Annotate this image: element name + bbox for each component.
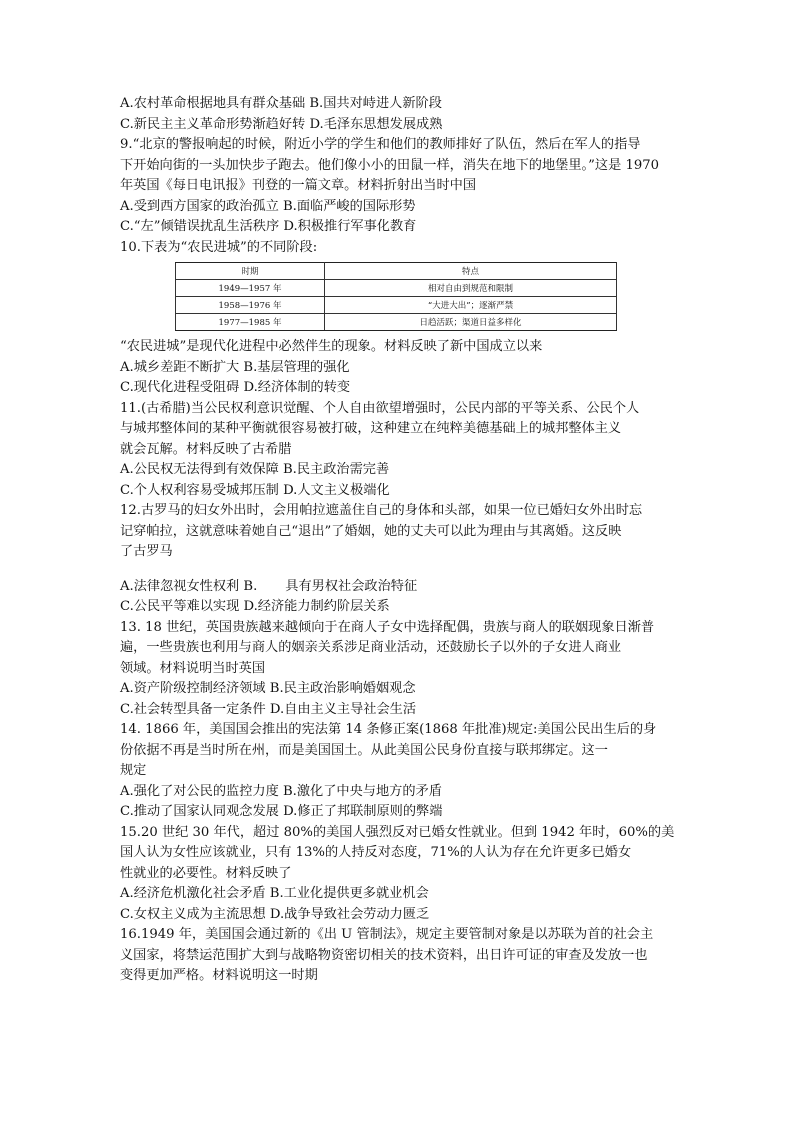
text-line: 领域。材料说明当时英国 — [120, 660, 266, 676]
text-line: A.受到西方国家的政治孤立 B.面临严峻的国际形势 — [120, 198, 416, 214]
text-line: C.新民主主义革命形势渐趋好转 D.毛泽东思想发展成熟 — [120, 116, 443, 132]
q12-option-a: A.法律忽视女性权利 B. — [120, 578, 258, 594]
text-line: 记穿帕拉，这就意味着她自己“退出”了婚姻，她的丈夫可以此为理由与其离婚。这反映 — [120, 523, 622, 539]
table-cell: “大进大出”；逐渐严禁 — [325, 297, 617, 314]
text-line: “农民进城”是现代化进程中必然伴生的现象。材料反映了新中国成立以来 — [120, 339, 543, 354]
text-line: 13. 18 世纪，英国贵族越来越倾向于在商人子女中选择配偶，贵族与商人的联姻现象日渐普 — [120, 619, 655, 635]
text-line: 年英国《每日电讯报》刊登的一篇文章。材料折射出当时中国 — [120, 178, 477, 193]
page-content — [120, 94, 680, 987]
text-line: 遍，一些贵族也利用与商人的姻亲关系涉足商业活动，还鼓励长子以外的子女进人商业 — [120, 640, 622, 655]
text-line: 与城邦整体间的某种平衡就很容易被打破，这种建立在纯粹美德基础上的城邦整体主义 — [120, 421, 622, 436]
text-line: C.社会转型具备一定条件 D.自由主义主导社会生活 — [120, 701, 417, 717]
table-cell: 日趋活跃；渠道日益多样化 — [325, 314, 617, 331]
table-cell: 1958—1976 年 — [176, 297, 325, 314]
table-row — [176, 297, 617, 314]
text-line: 份依据不再是当时所在州，而是美国国土。从此美国公民身份直接与联邦绑定。这一 — [120, 742, 608, 758]
text-line: 了古罗马 — [120, 544, 173, 559]
text-line: C.“左”倾错误扰乱生活秩序 D.积极推行军事化教育 — [120, 219, 417, 234]
text-line: 性就业的必要性。材料反映了 — [120, 865, 292, 881]
q12-options-ab — [120, 577, 680, 598]
text-line: 义国家，将禁运范围扩大到与战略物资密切相关的技术资料，出日许可证的审查及发放一也 — [120, 947, 648, 963]
text-line: A.城乡差距不断扩大 B.基层管理的强化 — [120, 359, 350, 375]
text-line: 规定 — [120, 763, 147, 778]
text-line: 变得更加严格。材料说明这一时期 — [120, 968, 318, 983]
text-line: A.农村革命根据地具有群众基础 B.国共对峙进人新阶段 — [120, 96, 442, 111]
text-line: A.经济危机激化社会矛盾 B.工业化提供更多就业机会 — [120, 886, 429, 901]
text-line: 11.(古希腊)当公民权利意识觉醒、个人自由欲望增强时，公民内部的平等关系、公民个人 — [120, 400, 640, 416]
questions-8-10 — [120, 94, 680, 258]
table-cell: 相对自由到规范和限制 — [325, 280, 617, 297]
text-line: C.推动了国家认同观念发展 D.修正了邦联制原则的弊端 — [120, 804, 443, 819]
text-line: 15.20 世纪 30 年代，超过 80%的美国人强烈反对已婚女性就业。但到 1942 年时，60%的美 — [120, 824, 675, 840]
text-line: C.女权主义成为主流思想 D.战争导致社会劳动力匮乏 — [120, 906, 430, 922]
table-cell: 1949—1957 年 — [176, 280, 325, 297]
text-line: C.现代化进程受阻碍 D.经济体制的转变 — [120, 380, 351, 395]
q12-options-cd: C.公民平等难以实现 D.经济能力制约阶层关系 — [120, 599, 390, 614]
table-header-feature: 特点 — [325, 263, 617, 280]
farmer-migration-table — [175, 262, 617, 331]
table-row — [176, 280, 617, 297]
text-line: 9.“北京的警报响起的时候，附近小学的学生和他们的教师排好了队伍，然后在军人的指导 — [120, 137, 641, 152]
table-cell: 1977—1985 年 — [176, 314, 325, 331]
questions-13-16 — [120, 618, 680, 987]
table-header-period: 时期 — [176, 263, 325, 280]
text-line: 14. 1866 年，美国国会推出的宪法第 14 条修正案(1868 年批准)规定:美国公民出生后的身 — [120, 722, 657, 737]
table-row — [176, 314, 617, 331]
text-line: A.资产阶级控制经济领域 B.民主政治影响婚姻观念 — [120, 681, 416, 696]
text-line: 国人认为女性应该就业，只有 13%的人持反对态度，71%的人认为存在允许更多已婚女 — [120, 845, 632, 860]
text-line: 12.古罗马的妇女外出时，会用帕拉遮盖住自己的身体和头部，如果一位已婚妇女外出时忘 — [120, 503, 643, 518]
text-line: 就会瓦解。材料反映了古希腊 — [120, 441, 292, 457]
text-line: A.公民权无法得到有效保障 B.民主政治需完善 — [120, 462, 390, 477]
text-line: A.强化了对公民的监控力度 B.激化了中央与地方的矛盾 — [120, 783, 442, 799]
table-header-row — [176, 263, 617, 280]
blank-gap — [120, 563, 680, 577]
text-line: 下开始向街的一头加快步子跑去。他们像小小的田鼠一样，消失在地下的地堡里。”这是 1970 — [120, 157, 660, 173]
q12-option-b: 具有男权社会政治特征 — [285, 578, 418, 594]
text-line: 10.下表为“农民进城”的不同阶段: — [120, 239, 318, 255]
text-line: C.个人权利容易受城邦压制 D.人文主义极端化 — [120, 482, 390, 498]
text-line: 16.1949 年，美国国会通过新的《出 U 管制法》，规定主要管制对象是以苏联为首的社会主 — [120, 927, 654, 942]
questions-10-12 — [120, 337, 680, 563]
